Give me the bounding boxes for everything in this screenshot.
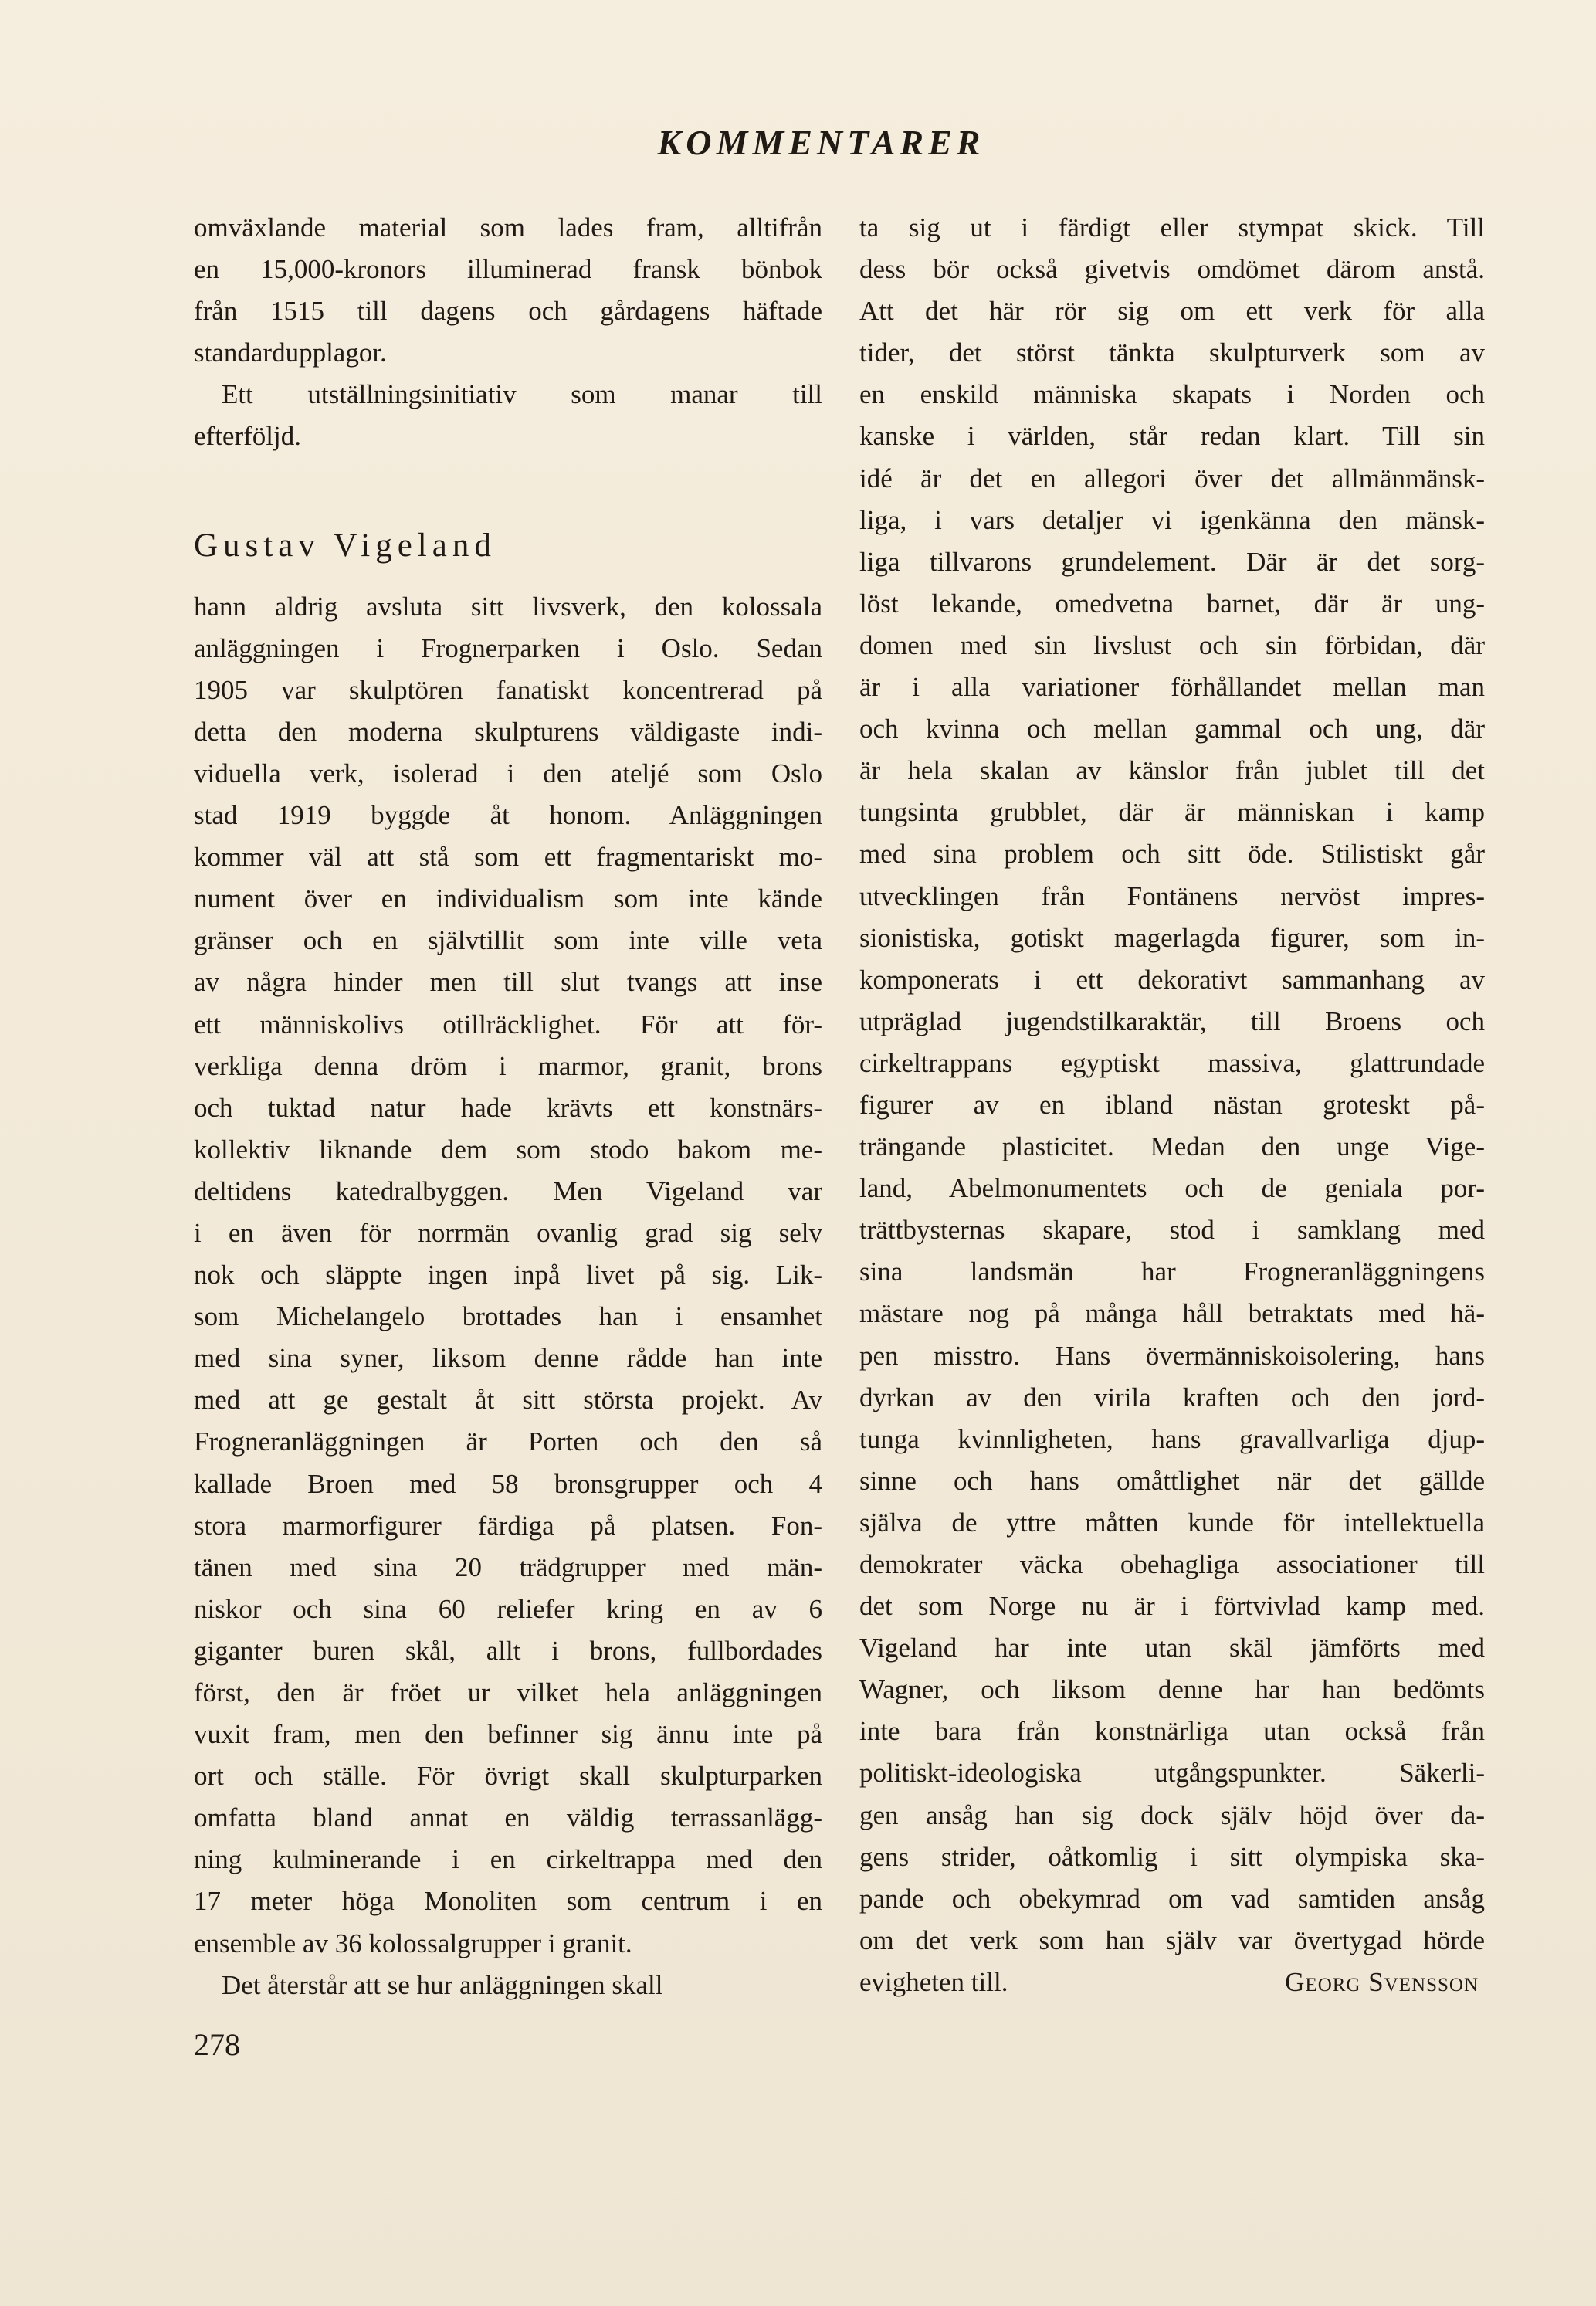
text-line: dess bör också givetvis omdömet därom anstå. <box>859 254 1485 285</box>
text-line: pande och obekymrad om vad samtiden ansåg <box>859 1883 1485 1914</box>
text-line: ta sig ut i färdigt eller stympat skick. Till <box>859 212 1485 242</box>
text-line: Frogneranläggningen är Porten och den så <box>194 1426 822 1457</box>
text-line: ort och ställe. För övrigt skall skulpturparken <box>194 1761 822 1792</box>
text-line: och kvinna och mellan gammal och ung, där <box>859 714 1485 744</box>
right-column <box>859 207 1485 2003</box>
text-line: Wagner, och liksom denne har han bedömts <box>859 1674 1485 1705</box>
text-line: efterföljd. <box>194 421 301 452</box>
text-line: Vigeland har inte utan skäl jämförts med <box>859 1633 1485 1663</box>
text-line: kollektiv liknande dem som stodo bakom me- <box>194 1134 822 1165</box>
text-line: nok och släppte ingen inpå livet på sig. Lik- <box>194 1260 822 1290</box>
text-line: sinne och hans omåttlighet när det gällde <box>859 1465 1485 1496</box>
text-line: sionistiska, gotiskt magerlagda figurer, som in- <box>859 922 1485 953</box>
text-line: liga, i vars detaljer vi igenkänna den mänsk- <box>859 504 1485 535</box>
text-line: med sina syner, liksom denne rådde han inte <box>194 1343 822 1374</box>
text-line: det som Norge nu är i förtvivlad kamp med. <box>859 1591 1485 1622</box>
text-line: kanske i världen, står redan klart. Till sin <box>859 421 1485 452</box>
text-line: tungsinta grubblet, där är människan i kamp <box>859 797 1485 828</box>
text-line: ning kulminerande i en cirkeltrappa med den <box>194 1844 822 1875</box>
text-line: land, Abelmonumentets och de geniala por- <box>859 1173 1485 1204</box>
intro-paragraph <box>194 207 822 374</box>
text-line: tunga kvinnligheten, hans gravallvarliga djup- <box>859 1423 1485 1454</box>
section-heading: Gustav Vigeland <box>194 527 496 564</box>
text-line: sina landsmän har Frogneranläggningens <box>859 1256 1485 1287</box>
text-line: stora marmorfigurer färdiga på platsen. Fon- <box>194 1510 822 1541</box>
text-line: ett människolivs otillräcklighet. För att för- <box>194 1009 822 1039</box>
text-line: om det verk som han själv var övertygad hörde <box>859 1924 1485 1955</box>
text-line: stad 1919 byggde åt honom. Anläggningen <box>194 800 822 831</box>
text-line: mästare nog på många håll betraktats med hä- <box>859 1298 1485 1329</box>
text-line: standardupplagor. <box>194 337 387 368</box>
text-line: hann aldrig avsluta sitt livsverk, den kolossala <box>194 591 822 622</box>
text-line: cirkeltrappans egyptiskt massiva, glattrundade <box>859 1047 1485 1078</box>
text-line: viduella verk, isolerad i den ateljé som Oslo <box>194 758 822 788</box>
text-line: politiskt-ideologiska utgångspunkter. Säkerli- <box>859 1758 1485 1789</box>
text-line: själva de yttre måtten kunde för intellektuella <box>859 1507 1485 1538</box>
text-line: som Michelangelo brottades han i ensamhet <box>194 1301 822 1332</box>
text-line: kallade Broen med 58 bronsgrupper och 4 <box>194 1468 822 1499</box>
text-line: domen med sin livslust och sin förbidan, där <box>859 629 1485 660</box>
text-line: utvecklingen från Fontänens nervöst impres- <box>859 880 1485 911</box>
text-line: liga tillvarons grundelement. Där är det sorg- <box>859 546 1485 577</box>
closing-line: Det återstår att se hur anläggningen skall <box>222 1969 663 2000</box>
text-line: gens strider, oåtkomlig i sitt olympiska ska- <box>859 1841 1485 1872</box>
text-line: utpräglad jugendstilkaraktär, till Broens och <box>859 1005 1485 1036</box>
text-line: Ett utställningsinitiativ som manar till <box>222 379 822 410</box>
text-line: trängande plasticitet. Medan den unge Vige- <box>859 1131 1485 1162</box>
text-line: löst lekande, omedvetna barnet, där är ung- <box>859 588 1485 619</box>
text-line: ensemble av 36 kolossalgrupper i granit. <box>194 1928 632 1958</box>
article-body-left <box>194 586 822 1965</box>
text-line: anläggningen i Frognerparken i Oslo. Sedan <box>194 632 822 663</box>
text-line: kommer väl att stå som ett fragmentariskt mo- <box>194 842 822 873</box>
text-line: omfatta bland annat en väldig terrassanlägg- <box>194 1802 822 1833</box>
text-line: pen misstro. Hans övermänniskoisolering, hans <box>859 1340 1485 1371</box>
section-gap <box>194 458 822 520</box>
text-line: gen ansåg han sig dock själv höjd över da- <box>859 1799 1485 1830</box>
text-line: och tuktad natur hade krävts ett konstnärs- <box>194 1092 822 1123</box>
text-line: inte bara från konstnärliga utan också från <box>859 1716 1485 1747</box>
article-body-right <box>859 207 1485 1962</box>
text-line: är hela skalan av känslor från jublet till det <box>859 755 1485 786</box>
text-line: verkliga denna dröm i marmor, granit, brons <box>194 1050 822 1081</box>
text-line: först, den är fröet ur vilket hela anläggningen <box>194 1677 822 1707</box>
text-line: en enskild människa skapats i Norden och <box>859 379 1485 410</box>
left-column <box>194 207 822 2006</box>
text-line: komponerats i ett dekorativt sammanhang av <box>859 964 1485 995</box>
text-line: figurer av en ibland nästan groteskt på- <box>859 1089 1485 1120</box>
text-line: idé är det en allegori över det allmänmänsk- <box>859 463 1485 493</box>
text-line: tänen med sina 20 trädgrupper med män- <box>194 1551 822 1582</box>
text-line: med sina problem och sitt öde. Stilistiskt går <box>859 839 1485 870</box>
text-line: Att det här rör sig om ett verk för alla <box>859 296 1485 327</box>
text-line: deltidens katedralbyggen. Men Vigeland var <box>194 1175 822 1206</box>
text-line: giganter buren skål, allt i brons, fullbordades <box>194 1635 822 1666</box>
text-line: dyrkan av den virila kraften och den jord- <box>859 1382 1485 1412</box>
text-line: omväxlande material som lades fram, alltifrån <box>194 212 822 242</box>
text-line: i en även för norrmän ovanlig grad sig selv <box>194 1217 822 1248</box>
signature-line <box>859 1962 1485 2003</box>
running-head: KOMMENTARER <box>657 123 985 162</box>
text-line: demokrater väcka obehagliga associationer till <box>859 1549 1485 1579</box>
text-line: en 15,000-kronors illuminerad fransk bönbok <box>194 254 822 285</box>
text-line: tider, det störst tänkta skulpturverk som av <box>859 337 1485 368</box>
text-line: med att ge gestalt åt sitt största projekt. Av <box>194 1385 822 1416</box>
text-line: trättbysternas skapare, stod i samklang med <box>859 1215 1485 1246</box>
final-line: evigheten till. <box>859 1966 1008 1997</box>
text-line: nument över en individualism som inte kände <box>194 883 822 914</box>
text-line: 17 meter höga Monoliten som centrum i en <box>194 1886 822 1917</box>
text-line: niskor och sina 60 reliefer kring en av 6 <box>194 1593 822 1624</box>
text-line: av några hinder men till slut tvangs att inse <box>194 967 822 998</box>
text-line: detta den moderna skulpturens väldigaste indi- <box>194 716 822 747</box>
author-signature: Georg Svensson <box>1285 1966 1479 1997</box>
text-line: vuxit fram, men den befinner sig ännu inte på <box>194 1719 822 1750</box>
page-number: 278 <box>194 2027 240 2062</box>
note-paragraph <box>194 374 822 457</box>
text-line: gränser och en självtillit som inte ville veta <box>194 925 822 956</box>
text-line: är i alla variationer förhållandet mellan man <box>859 672 1485 703</box>
text-line: från 1515 till dagens och gårdagens häftade <box>194 296 822 327</box>
text-line: 1905 var skulptören fanatiskt koncentrerad på <box>194 674 822 705</box>
